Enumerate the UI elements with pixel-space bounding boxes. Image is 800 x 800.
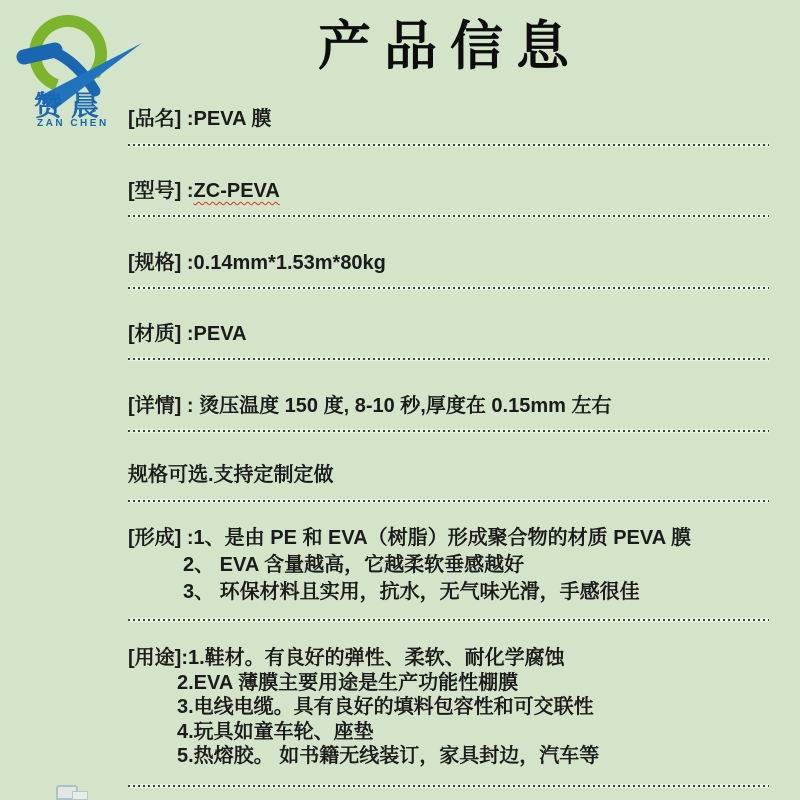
- field-value: :0.14mm*1.53m*80kg: [181, 252, 386, 274]
- field-value-misspelled: ZC-PEVA: [193, 180, 280, 202]
- field-value: :: [181, 180, 194, 202]
- field-label: [用途]: [128, 647, 182, 669]
- field-value-line: 2、 EVA 含量越高，它越柔软垂感越好: [183, 554, 525, 576]
- clipboard-sheet-icon: [72, 791, 88, 800]
- field-value: 规格可选.支持定制定做: [128, 464, 334, 486]
- field-value-line: 5.热熔胶。 如书籍无线装订，家具封边，汽车等: [177, 745, 600, 768]
- field-label: [型号]: [128, 180, 182, 202]
- logo-company-name-en: ZAN CHEN: [37, 118, 109, 129]
- field-label: [规格]: [128, 252, 182, 274]
- field-value-line: 3.电线电缆。具有良好的填料包容性和可交联性: [177, 696, 594, 719]
- field-row-usage: [128, 646, 599, 769]
- dotted-divider: [128, 500, 769, 502]
- dotted-divider: [128, 619, 769, 621]
- page-title: 产品信息: [318, 17, 582, 76]
- dotted-divider: [128, 215, 769, 217]
- field-value-line: 2.EVA 薄膜主要用途是生产功能性棚膜: [177, 671, 519, 694]
- field-value-line: 4.玩具如童车轮、座垫: [177, 720, 374, 743]
- field-row-model: [128, 174, 280, 203]
- dotted-divider: [128, 785, 769, 787]
- field-label: [品名]: [128, 108, 182, 130]
- field-label: [形成]: [128, 527, 182, 549]
- field-row-product-name: [128, 102, 271, 131]
- field-label: [详情]: [128, 395, 182, 417]
- dotted-divider: [128, 287, 769, 289]
- field-value: : 烫压温度 150 度, 8-10 秒,厚度在 0.15mm 左右: [181, 395, 612, 417]
- field-row-formation: [128, 525, 691, 606]
- field-value: :PEVA 膜: [181, 108, 272, 130]
- paste-options-icon[interactable]: [56, 785, 96, 800]
- company-logo: [8, 6, 148, 141]
- field-label: [材质]: [128, 323, 182, 345]
- field-value-line: 3、 环保材料且实用，抗水，无气味光滑，手感很佳: [183, 581, 640, 603]
- field-row-custom-note: [128, 458, 334, 487]
- dotted-divider: [128, 430, 769, 432]
- logo-company-name-cn: 赞晨: [34, 90, 109, 121]
- field-row-details: [128, 389, 611, 418]
- dotted-divider: [128, 144, 769, 146]
- field-row-spec: [128, 246, 386, 275]
- field-row-material: [128, 317, 247, 346]
- field-value-line: :1、是由 PE 和 EVA（树脂）形成聚合物的材质 PEVA 膜: [181, 527, 692, 549]
- dotted-divider: [128, 358, 769, 360]
- field-value-line: :1.鞋材。有良好的弹性、柔软、耐化学腐蚀: [181, 647, 565, 669]
- field-value: :PEVA: [181, 323, 247, 345]
